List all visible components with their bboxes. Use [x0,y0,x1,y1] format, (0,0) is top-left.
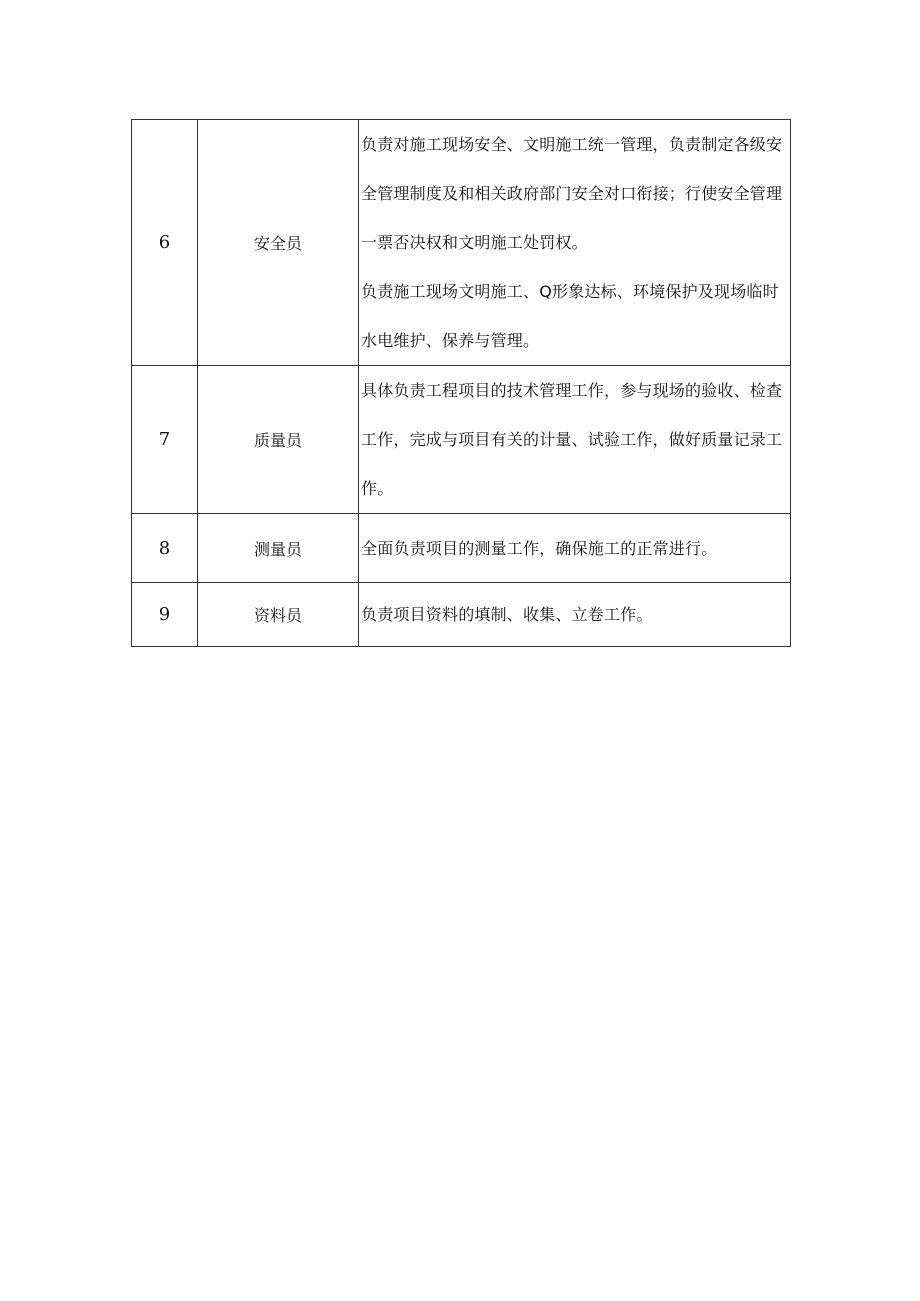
duty-paragraph: 全面负责项目的测量工作，确保施工的正常进行。 [361,538,718,558]
table-row [132,366,791,514]
duty-description [359,120,791,366]
duty-description [359,514,791,583]
duty-paragraph: 负责项目资料的填制、收集、立卷工作。 [361,605,653,624]
role-name: 安全员 [198,120,359,366]
role-name: 质量员 [198,366,359,514]
role-name: 测量员 [198,514,359,583]
duty-paragraph: 具体负责工程项目的技术管理工作，参与现场的验收、检查工作，完成与项目有关的计量、试验工作，做好质量记录工作。 [361,381,783,498]
duty-paragraph: 负责对施工现场安全、文明施工统一管理，负责制定各级安全管理制度及和相关政府部门安全对口衔接；行使安全管理一票否决权和文明施工处罚权。 [361,135,783,252]
role-name: 资料员 [198,583,359,647]
table-row [132,514,791,583]
row-number: 7 [132,366,198,514]
table-row [132,583,791,647]
duty-description [359,366,791,514]
row-number: 6 [132,120,198,366]
row-number: 8 [132,514,198,583]
duty-paragraph: 负责施工现场文明施工、Q形象达标、环境保护及现场临时水电维护、保养与管理。 [361,282,779,350]
duty-table [131,119,791,647]
duty-description [359,583,791,647]
table-row [132,120,791,366]
row-number: 9 [132,583,198,647]
